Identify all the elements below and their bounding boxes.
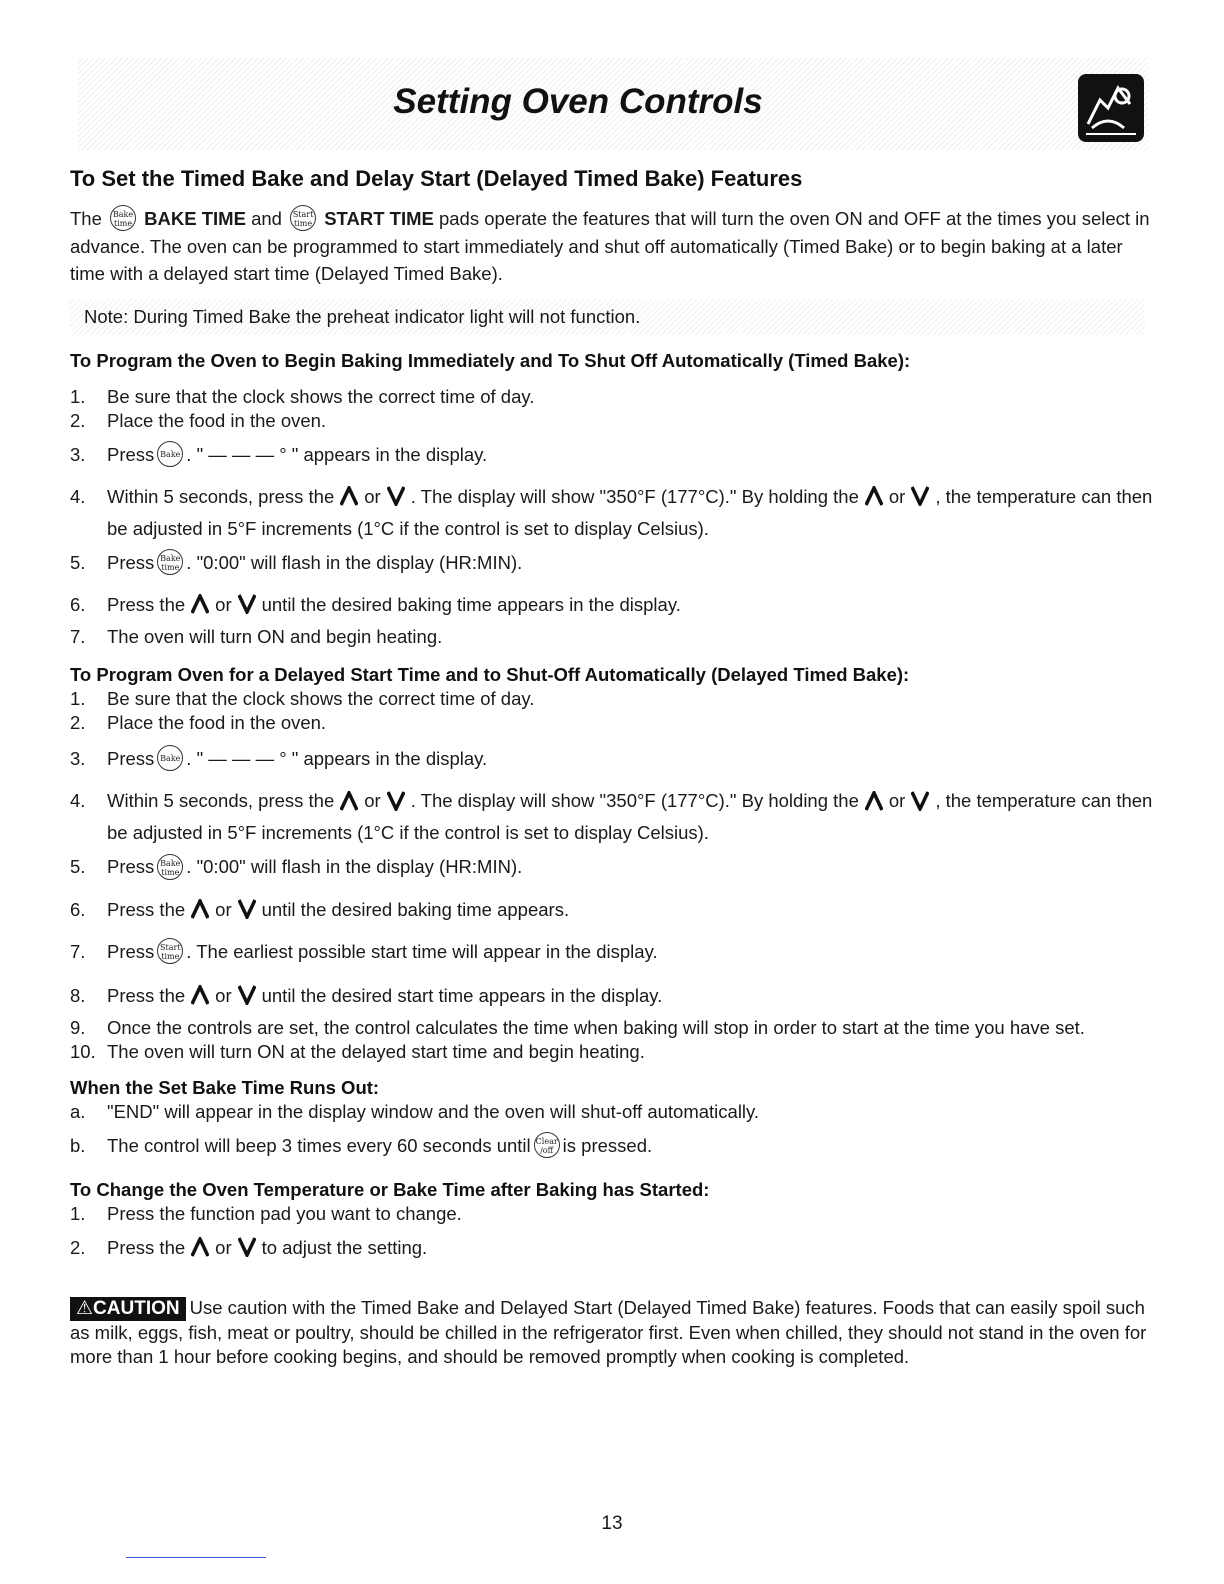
pad-label-bottom: time xyxy=(161,867,180,877)
step-text: "END" will appear in the display window and the oven will shut-off automatically. xyxy=(107,1100,760,1122)
step-text: Press xyxy=(107,552,155,574)
pad-label-bottom: time xyxy=(113,219,133,229)
list-item xyxy=(70,443,1160,469)
step-number: 4. xyxy=(70,486,86,508)
cooking-hands-icon xyxy=(1078,74,1144,142)
step-text: Press xyxy=(107,444,155,466)
list-item xyxy=(70,625,1160,649)
step-text: . The display will show "350°F (177°C)." By holding the xyxy=(410,790,859,812)
note-text: Note: During Timed Bake the preheat indicator light will not function. xyxy=(84,306,641,328)
list-item xyxy=(70,984,1160,1008)
intro-the: The xyxy=(70,208,102,229)
intro-rest: pads operate the features that will turn the oven ON and OFF at the times you select in advance. The oven can be programmed to start immediately and shut off automatically (Timed Bake) or to begin baking at a later time with a delayed start time (Delayed Timed Bake). xyxy=(70,208,1150,285)
bake-pad-icon xyxy=(157,745,183,771)
delayed-bake-steps xyxy=(70,687,1160,1063)
note-box xyxy=(70,299,1145,335)
step-text: Press xyxy=(107,940,155,962)
list-item xyxy=(70,1016,1160,1040)
caution-label: CAUTION xyxy=(93,1297,180,1319)
runs-out-heading: When the Set Bake Time Runs Out: xyxy=(70,1076,380,1098)
list-item xyxy=(70,1134,1160,1160)
list-item xyxy=(70,409,1160,433)
step-text: until the desired start time appears in the display. xyxy=(261,984,663,1006)
step-text: . The earliest possible start time will appear in the display. xyxy=(186,940,658,962)
step-text: Within 5 seconds, press the xyxy=(107,790,335,812)
pad-label-top: Start xyxy=(160,942,181,952)
step-text: Press the xyxy=(107,898,186,920)
step-text: is pressed. xyxy=(562,1134,653,1156)
step-number: 1. xyxy=(70,1202,86,1224)
runs-out-list xyxy=(70,1100,1160,1160)
bake-time-pad-icon xyxy=(110,205,136,231)
list-item xyxy=(70,1202,1160,1226)
step-text: Be sure that the clock shows the correct time of day. xyxy=(107,386,535,408)
step-number: 8. xyxy=(70,984,86,1006)
change-heading: To Change the Oven Temperature or Bake Time after Baking has Started: xyxy=(70,1178,710,1200)
step-text: . The display will show "350°F (177°C)." By holding the xyxy=(410,486,859,508)
timed-bake-heading: To Program the Oven to Begin Baking Immediately and To Shut Off Automatically (Timed Bake): xyxy=(70,350,911,372)
down-arrow-icon xyxy=(238,899,256,919)
list-item xyxy=(70,551,1160,577)
list-item xyxy=(70,855,1160,881)
list-item xyxy=(70,593,1160,617)
list-item xyxy=(70,481,1160,545)
step-text: . " — — — ° " appears in the display. xyxy=(186,748,488,770)
step-text: Press the xyxy=(107,1236,186,1258)
up-arrow-icon xyxy=(340,791,358,811)
list-item xyxy=(70,1040,1160,1064)
caution-paragraph xyxy=(70,1296,1160,1369)
pad-label-bottom: time xyxy=(161,563,180,573)
step-text: Be sure that the clock shows the correct time of day. xyxy=(107,688,535,710)
step-text: , the temperature can then be adjusted in 5°F increments (1°C if the control is set to display Celsius). xyxy=(107,486,1153,540)
step-text: The oven will turn ON and begin heating. xyxy=(107,626,443,648)
step-number: 2. xyxy=(70,410,86,432)
list-item xyxy=(70,940,1160,966)
step-text: or xyxy=(215,1236,232,1258)
cooking-hands-icon-graphic xyxy=(1078,74,1144,142)
step-text: until the desired baking time appears. xyxy=(261,898,570,920)
start-time-label: START TIME xyxy=(324,208,434,229)
pad-label-bottom: time xyxy=(294,219,313,229)
pad-label: Bake xyxy=(160,450,181,460)
step-text: Place the food in the oven. xyxy=(107,410,327,432)
step-number: 1. xyxy=(70,688,86,710)
step-number: b. xyxy=(70,1134,86,1156)
delayed-bake-heading: To Program Oven for a Delayed Start Time and to Shut-Off Automatically (Delayed Timed Bake): xyxy=(70,664,910,686)
step-number: 3. xyxy=(70,748,86,770)
list-item xyxy=(70,1236,1160,1260)
pad-label: Bake xyxy=(160,754,181,764)
section-title: To Set the Timed Bake and Delay Start (Delayed Timed Bake) Features xyxy=(70,166,803,191)
list-item xyxy=(70,711,1160,735)
step-number: 9. xyxy=(70,1016,86,1038)
start-time-pad-icon xyxy=(157,938,183,964)
warning-icon: ⚠ xyxy=(76,1297,94,1319)
step-number: 6. xyxy=(70,898,86,920)
step-text: Within 5 seconds, press the xyxy=(107,486,335,508)
step-text: Once the controls are set, the control calculates the time when baking will stop in order to start at the time you have set. xyxy=(107,1016,1085,1038)
step-text: Press the xyxy=(107,984,186,1006)
step-number: 3. xyxy=(70,444,86,466)
list-item xyxy=(70,687,1160,711)
up-arrow-icon xyxy=(340,486,358,506)
pad-label-top: Bake xyxy=(160,554,181,564)
list-item xyxy=(70,747,1160,773)
step-number: 6. xyxy=(70,594,86,616)
step-number: 7. xyxy=(70,940,86,962)
step-text: The oven will turn ON at the delayed start time and begin heating. xyxy=(107,1040,645,1062)
pad-label-top: Clear xyxy=(535,1136,558,1146)
bake-pad-icon xyxy=(157,441,183,467)
change-steps xyxy=(70,1202,1160,1260)
step-text: , the temperature can then be adjusted in 5°F increments (1°C if the control is set to display Celsius). xyxy=(107,790,1153,844)
step-text: or xyxy=(888,790,906,812)
down-arrow-icon xyxy=(238,594,256,614)
page-content xyxy=(70,165,1160,1369)
step-text: . "0:00" will flash in the display (HR:MIN). xyxy=(186,552,523,574)
list-item xyxy=(70,385,1160,409)
step-text: or xyxy=(364,486,381,508)
step-text: until the desired baking time appears in the display. xyxy=(261,594,681,616)
step-number: 2. xyxy=(70,712,86,734)
up-arrow-icon xyxy=(191,899,209,919)
step-text: Press xyxy=(107,748,155,770)
list-item xyxy=(70,1100,1160,1124)
page-number: 13 xyxy=(601,1513,623,1534)
step-number: 4. xyxy=(70,790,86,812)
intro-and: and xyxy=(251,208,282,229)
step-text: to adjust the setting. xyxy=(261,1236,428,1258)
up-arrow-icon xyxy=(191,594,209,614)
step-text: or xyxy=(364,790,381,812)
pad-label-bottom: /off xyxy=(540,1145,554,1155)
list-item xyxy=(70,785,1160,849)
down-arrow-icon xyxy=(911,791,929,811)
step-number: a. xyxy=(70,1100,86,1122)
clear-off-pad-icon xyxy=(534,1132,560,1158)
step-number: 5. xyxy=(70,856,86,878)
list-item xyxy=(70,898,1160,922)
footer-rule xyxy=(126,1557,266,1558)
up-arrow-icon xyxy=(191,1237,209,1257)
intro-paragraph xyxy=(70,205,1160,287)
step-text: or xyxy=(215,898,232,920)
pad-label-top: Bake xyxy=(160,858,181,868)
step-text: Press the function pad you want to change. xyxy=(107,1202,462,1224)
bake-time-pad-icon xyxy=(157,854,183,880)
down-arrow-icon xyxy=(387,791,405,811)
caution-text: Use caution with the Timed Bake and Delayed Start (Delayed Timed Bake) features. Foods that can easily spoil such as milk, eggs, fish, meat or poultry, should be chilled in the refrigerator first. Even when chilled, they should not stand in the oven for more than 1 hour before cooking begins, and should be removed promptly when cooking is completed. xyxy=(70,1296,1147,1367)
up-arrow-icon xyxy=(865,486,883,506)
page-banner xyxy=(78,58,1148,150)
step-text: . " — — — ° " appears in the display. xyxy=(186,444,488,466)
timed-bake-steps xyxy=(70,385,1160,649)
down-arrow-icon xyxy=(238,1237,256,1257)
step-text: Place the food in the oven. xyxy=(107,712,327,734)
step-number: 7. xyxy=(70,626,86,648)
step-text: Press the xyxy=(107,594,186,616)
step-number: 1. xyxy=(70,386,86,408)
pad-label-bottom: time xyxy=(161,951,180,961)
step-text: Press xyxy=(107,856,155,878)
start-time-pad-icon xyxy=(290,205,316,231)
step-text: or xyxy=(215,984,232,1006)
step-text: The control will beep 3 times every 60 seconds until xyxy=(107,1134,531,1156)
step-text: or xyxy=(215,594,232,616)
step-text: or xyxy=(888,486,906,508)
bake-time-label: BAKE TIME xyxy=(144,208,246,229)
down-arrow-icon xyxy=(387,486,405,506)
step-number: 2. xyxy=(70,1236,86,1258)
caution-badge xyxy=(70,1297,186,1321)
down-arrow-icon xyxy=(911,486,929,506)
pad-label-top: Bake xyxy=(112,210,134,220)
up-arrow-icon xyxy=(865,791,883,811)
up-arrow-icon xyxy=(191,985,209,1005)
step-number: 5. xyxy=(70,552,86,574)
bake-time-pad-icon xyxy=(157,549,183,575)
step-number: 10. xyxy=(70,1040,96,1062)
down-arrow-icon xyxy=(238,985,256,1005)
pad-label-top: Start xyxy=(292,210,314,220)
page-title: Setting Oven Controls xyxy=(393,82,763,121)
step-text: . "0:00" will flash in the display (HR:MIN). xyxy=(186,856,523,878)
